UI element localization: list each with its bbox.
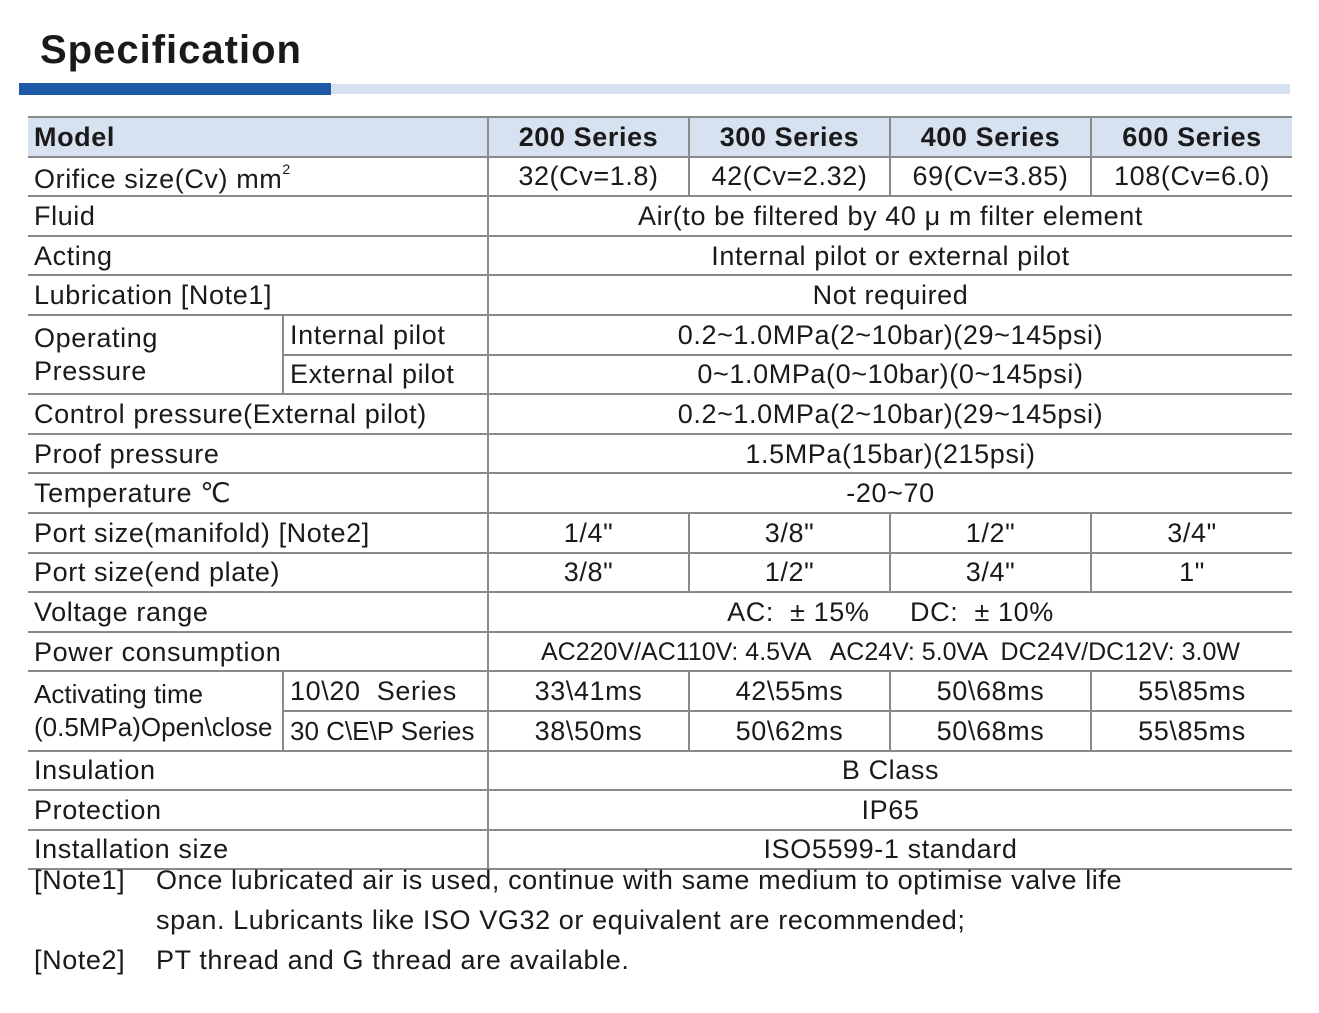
- control-pressure-value: 0.2~1.0MPa(2~10bar)(29~145psi): [488, 394, 1292, 434]
- power-value: AC220V/AC110V: 4.5VA AC24V: 5.0VA DC24V/DC12V: 3.0W: [488, 632, 1292, 672]
- table-row-insulation: [28, 751, 1292, 791]
- row-label-fluid: Fluid: [28, 196, 488, 236]
- row-label-proof-pressure: Proof pressure: [28, 434, 488, 474]
- title-underline-light: [330, 84, 1290, 94]
- specification-table: [28, 116, 1292, 870]
- activating-series-b-label: 30 C\E\P Series: [283, 711, 488, 751]
- table-row-port-end-plate: [28, 553, 1292, 593]
- temperature-value: -20~70: [488, 473, 1292, 513]
- table-row-proof-pressure: [28, 434, 1292, 474]
- table-row-protection: [28, 790, 1292, 830]
- operating-external-label: External pilot: [283, 355, 488, 395]
- table-row-acting: [28, 236, 1292, 276]
- orifice-value-400: 69(Cv=3.85): [890, 157, 1091, 197]
- activating-b-300: 50\62ms: [689, 711, 890, 751]
- insulation-value: B Class: [488, 751, 1292, 791]
- row-label-power: Power consumption: [28, 632, 488, 672]
- table-row-lubrication: [28, 275, 1292, 315]
- row-label-port-manifold: Port size(manifold) [Note2]: [28, 513, 488, 553]
- port-end-200: 3/8": [488, 553, 689, 593]
- port-manifold-200: 1/4": [488, 513, 689, 553]
- installation-value: ISO5599-1 standard: [488, 830, 1292, 870]
- operating-label-line2: Pressure: [34, 355, 147, 386]
- orifice-value-300: 42(Cv=2.32): [689, 157, 890, 197]
- operating-external-value: 0~1.0MPa(0~10bar)(0~145psi): [488, 355, 1292, 395]
- table-row-voltage: [28, 592, 1292, 632]
- orifice-value-200: 32(Cv=1.8): [488, 157, 689, 197]
- title-underline-accent: [19, 83, 331, 95]
- note-2: [34, 940, 1256, 980]
- row-label-activating-time: [28, 671, 283, 750]
- orifice-superscript: 2: [282, 161, 291, 178]
- activating-label-line1: Activating time: [34, 678, 204, 709]
- acting-value: Internal pilot or external pilot: [488, 236, 1292, 276]
- note-1-line2: span. Lubricants like ISO VG32 or equivalent are recommended;: [156, 905, 966, 935]
- activating-a-400: 50\68ms: [890, 671, 1091, 711]
- note-1-line1: Once lubricated air is used, continue with same medium to optimise valve life: [156, 865, 1123, 895]
- activating-a-600: 55\85ms: [1091, 671, 1292, 711]
- table-header-row: [28, 117, 1292, 157]
- note-1: [34, 860, 1256, 940]
- port-end-600: 1": [1091, 553, 1292, 593]
- proof-pressure-value: 1.5MPa(15bar)(215psi): [488, 434, 1292, 474]
- table-row-orifice: [28, 157, 1292, 197]
- protection-value: IP65: [488, 790, 1292, 830]
- port-manifold-600: 3/4": [1091, 513, 1292, 553]
- row-label-installation: Installation size: [28, 830, 488, 870]
- table-row-control-pressure: [28, 394, 1292, 434]
- model-header: Model: [28, 117, 488, 157]
- table-row-operating-internal: [28, 315, 1292, 355]
- voltage-value: AC: ± 15% DC: ± 10%: [488, 592, 1292, 632]
- table-row-activating-a: [28, 671, 1292, 711]
- port-manifold-300: 3/8": [689, 513, 890, 553]
- activating-a-200: 33\41ms: [488, 671, 689, 711]
- row-label-acting: Acting: [28, 236, 488, 276]
- activating-b-400: 50\68ms: [890, 711, 1091, 751]
- operating-internal-label: Internal pilot: [283, 315, 488, 355]
- page-title: Specification: [40, 28, 302, 72]
- note-2-text: PT thread and G thread are available.: [156, 945, 630, 975]
- table-row-temperature: [28, 473, 1292, 513]
- row-label-temperature: Temperature ℃: [28, 473, 488, 513]
- row-label-insulation: Insulation: [28, 751, 488, 791]
- lubrication-value: Not required: [488, 275, 1292, 315]
- row-label-port-end-plate: Port size(end plate): [28, 553, 488, 593]
- series-header-400: 400 Series: [890, 117, 1091, 157]
- port-end-400: 3/4": [890, 553, 1091, 593]
- row-label-operating-pressure: [28, 315, 283, 394]
- row-label-control-pressure: Control pressure(External pilot): [28, 394, 488, 434]
- footnotes: [34, 860, 1256, 980]
- operating-internal-value: 0.2~1.0MPa(2~10bar)(29~145psi): [488, 315, 1292, 355]
- note-1-tag: [Note1]: [34, 865, 126, 895]
- orifice-label-text: Orifice size(Cv) mm: [34, 164, 283, 195]
- fluid-value: Air(to be filtered by 40 μ m filter element: [488, 196, 1292, 236]
- row-label-orifice: [28, 157, 488, 197]
- operating-label-line1: Operating: [34, 322, 158, 353]
- series-header-600: 600 Series: [1091, 117, 1292, 157]
- activating-b-600: 55\85ms: [1091, 711, 1292, 751]
- note-1-text: [156, 860, 1256, 940]
- activating-series-a-label: 10\20 Series: [283, 671, 488, 711]
- row-label-protection: Protection: [28, 790, 488, 830]
- port-end-300: 1/2": [689, 553, 890, 593]
- row-label-lubrication: Lubrication [Note1]: [28, 275, 488, 315]
- series-header-300: 300 Series: [689, 117, 890, 157]
- row-label-voltage: Voltage range: [28, 592, 488, 632]
- series-header-200: 200 Series: [488, 117, 689, 157]
- orifice-value-600: 108(Cv=6.0): [1091, 157, 1292, 197]
- activating-b-200: 38\50ms: [488, 711, 689, 751]
- table-row-power: [28, 632, 1292, 672]
- port-manifold-400: 1/2": [890, 513, 1091, 553]
- table-row-fluid: [28, 196, 1292, 236]
- activating-label-line2: (0.5MPa)Open\close: [34, 711, 273, 742]
- table-row-port-manifold: [28, 513, 1292, 553]
- note-2-tag: [Note2]: [34, 945, 126, 975]
- activating-a-300: 42\55ms: [689, 671, 890, 711]
